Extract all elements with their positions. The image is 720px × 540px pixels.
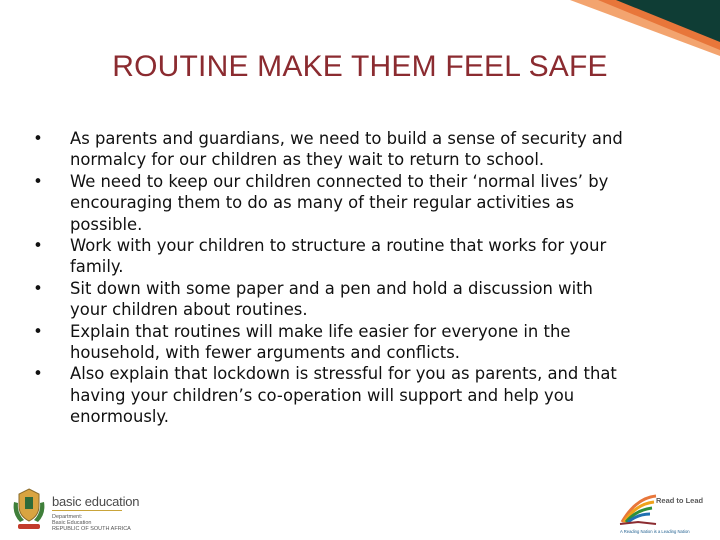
bullet-line: Explain that routines will make life easier for everyone in the — [70, 321, 571, 341]
corner-decoration — [520, 0, 720, 56]
logo-divider — [52, 510, 122, 511]
bullet-line: enormously. — [70, 407, 169, 427]
bullet-item — [28, 363, 678, 427]
bullet-dot: • — [33, 278, 43, 298]
department-label: Department: — [52, 514, 83, 520]
bullet-item — [28, 321, 678, 364]
logo-title: Read to Lead — [656, 496, 704, 505]
logo-tagline: A Reading Nation is a Leading Nation — [620, 529, 690, 534]
coat-of-arms-icon — [10, 486, 48, 534]
brand-name: basic education — [52, 494, 140, 509]
bullet-line: Work with your children to structure a routine that works for your — [70, 236, 607, 256]
bullet-dot: • — [33, 129, 43, 148]
bullet-line: Also explain that lockdown is stressful for you as parents, and that — [70, 364, 617, 384]
bullet-line: Sit down with some paper and a pen and hold a discussion with — [70, 278, 593, 298]
bullet-line: family. — [70, 257, 124, 277]
read-to-lead-logo — [616, 492, 714, 536]
bullet-item — [28, 235, 678, 278]
bullet-line: As parents and guardians, we need to build a sense of security and — [70, 129, 623, 148]
bullet-line: possible. — [70, 214, 143, 234]
bullet-dot: • — [33, 236, 43, 256]
bullet-line: having your children’s co-operation will support and help you — [70, 385, 575, 405]
bullet-line: normalcy for our children as they wait to return to school. — [70, 150, 545, 170]
book-icon — [616, 492, 660, 530]
bullet-line: household, with fewer arguments and conflicts. — [70, 343, 460, 363]
bullet-dot: • — [33, 364, 43, 384]
basic-education-logo — [10, 486, 160, 534]
bullet-item — [28, 128, 678, 171]
bullet-dot: • — [33, 171, 43, 191]
bullet-item — [28, 278, 678, 321]
bullet-line: We need to keep our children connected to their ‘normal lives’ by — [70, 171, 609, 191]
bullet-list — [28, 128, 678, 428]
bullet-line: encouraging them to do as many of their regular activities as — [70, 193, 575, 213]
bullet-dot: • — [33, 321, 43, 341]
bullet-item — [28, 171, 678, 235]
department-name: Basic Education — [52, 520, 92, 526]
bullet-line: your children about routines. — [70, 300, 308, 320]
slide-title: ROUTINE MAKE THEM FEEL SAFE — [112, 50, 608, 83]
country-name: REPUBLIC OF SOUTH AFRICA — [52, 526, 131, 532]
